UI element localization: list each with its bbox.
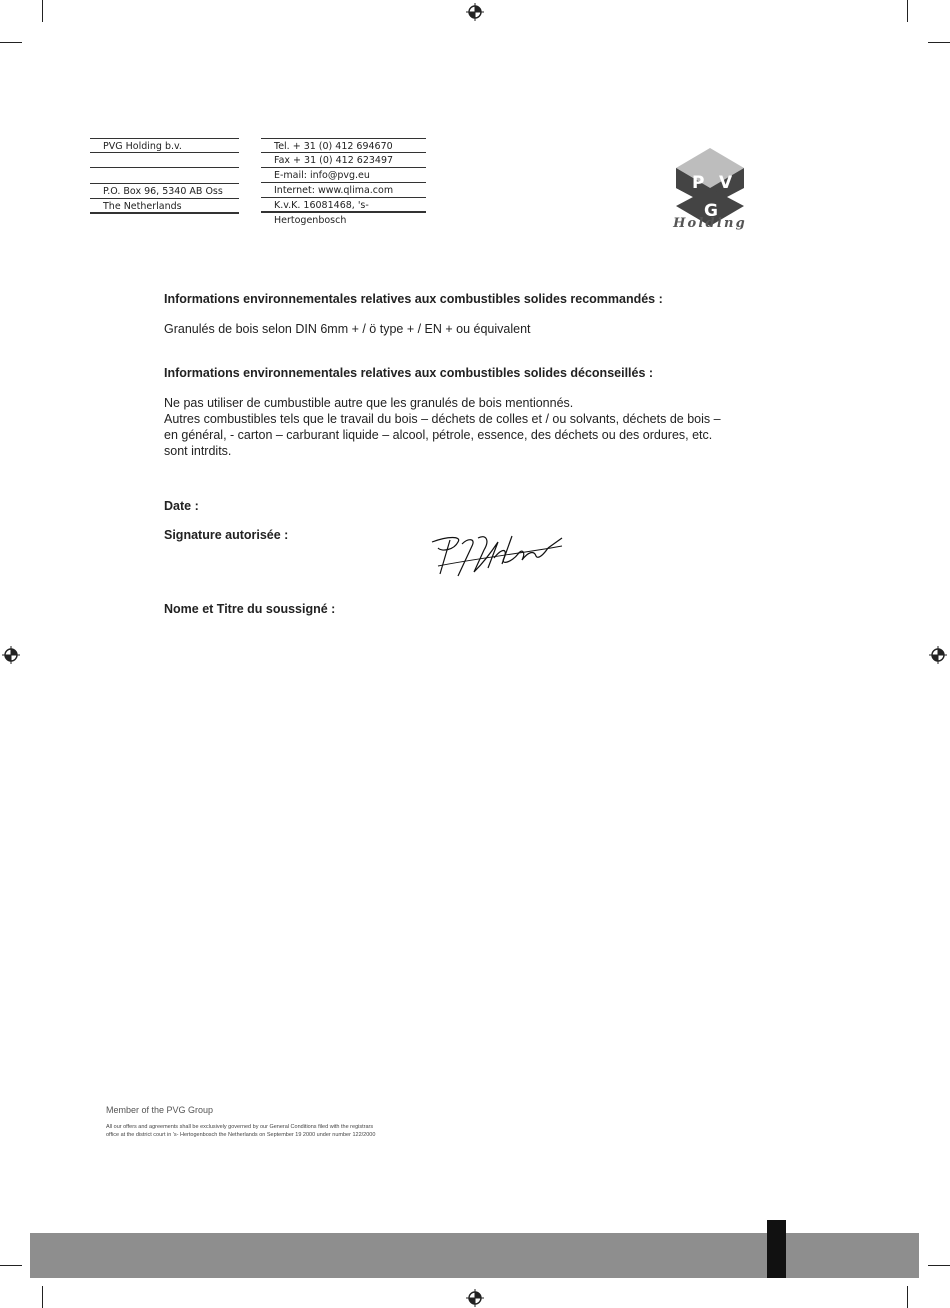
legal-notice	[106, 1123, 466, 1139]
company-name: PVG Holding b.v.	[90, 138, 239, 153]
crop-mark	[42, 1286, 43, 1308]
country: The Netherlands	[90, 199, 239, 214]
crop-mark	[0, 1265, 22, 1266]
recommended-fuels-text: Granulés de bois selon DIN 6mm + / ö type + / EN + ou équivalent	[164, 322, 531, 336]
letterhead-blank-row	[90, 168, 239, 184]
crop-mark	[907, 1286, 908, 1308]
bottom-page-tab	[767, 1220, 786, 1278]
group-membership: Member of the PVG Group	[106, 1105, 214, 1115]
chamber-of-commerce: K.v.K. 16081468, 's-Hertogenbosch	[261, 198, 426, 213]
fax: Fax + 31 (0) 412 623497	[261, 153, 426, 168]
crop-mark	[928, 42, 950, 43]
email: E-mail: info@pvg.eu	[261, 168, 426, 183]
handwritten-signature	[428, 528, 568, 580]
discouraged-line: Ne pas utiliser de cumbustible autre que les granulés de bois mentionnés.	[164, 396, 574, 410]
postal-address: P.O. Box 96, 5340 AB Oss	[90, 184, 239, 199]
letterhead-address	[90, 138, 239, 214]
logo-letter-g: G	[704, 201, 718, 221]
logo-letter-p: P	[692, 173, 705, 193]
recommended-fuels-heading: Informations environnementales relatives aux combustibles solides recommandés :	[164, 292, 663, 306]
registration-mark-icon	[929, 646, 947, 664]
crop-mark	[928, 1265, 950, 1266]
discouraged-line: Autres combustibles tels que le travail du bois – déchets de colles et / ou solvants, déchets de bois –	[164, 412, 721, 426]
crop-mark	[907, 0, 908, 22]
crop-mark	[0, 42, 22, 43]
letterhead-contact	[261, 138, 426, 226]
legal-line: All our offers and agreements shall be exclusively governed by our General Conditions filed with the registrars	[106, 1124, 374, 1130]
registration-mark-icon	[466, 3, 484, 21]
registration-mark-icon	[2, 646, 20, 664]
logo-caption: Holding	[673, 216, 747, 231]
logo-letter-v: V	[719, 173, 733, 193]
crop-mark	[42, 0, 43, 22]
date-label: Date :	[164, 499, 199, 513]
discouraged-line: sont intrdits.	[164, 444, 232, 458]
legal-line: office at the district court in 's- Hertogenbosch the Netherlands on September 19 2000 under number 122/2000	[106, 1132, 376, 1138]
telephone: Tel. + 31 (0) 412 694670	[261, 138, 426, 153]
registration-mark-icon	[466, 1289, 484, 1307]
signature-label: Signature autorisée :	[164, 528, 289, 542]
discouraged-fuels-text	[164, 395, 721, 459]
letterhead-blank-row	[90, 153, 239, 168]
name-title-label: Nome et Titre du soussigné :	[164, 602, 336, 616]
discouraged-line: en général, - carton – carburant liquide – alcool, pétrole, essence, des déchets ou des ordures, etc.	[164, 428, 713, 442]
website: Internet: www.qlima.com	[261, 183, 426, 198]
discouraged-fuels-heading: Informations environnementales relatives aux combustibles solides déconseillés :	[164, 366, 654, 380]
